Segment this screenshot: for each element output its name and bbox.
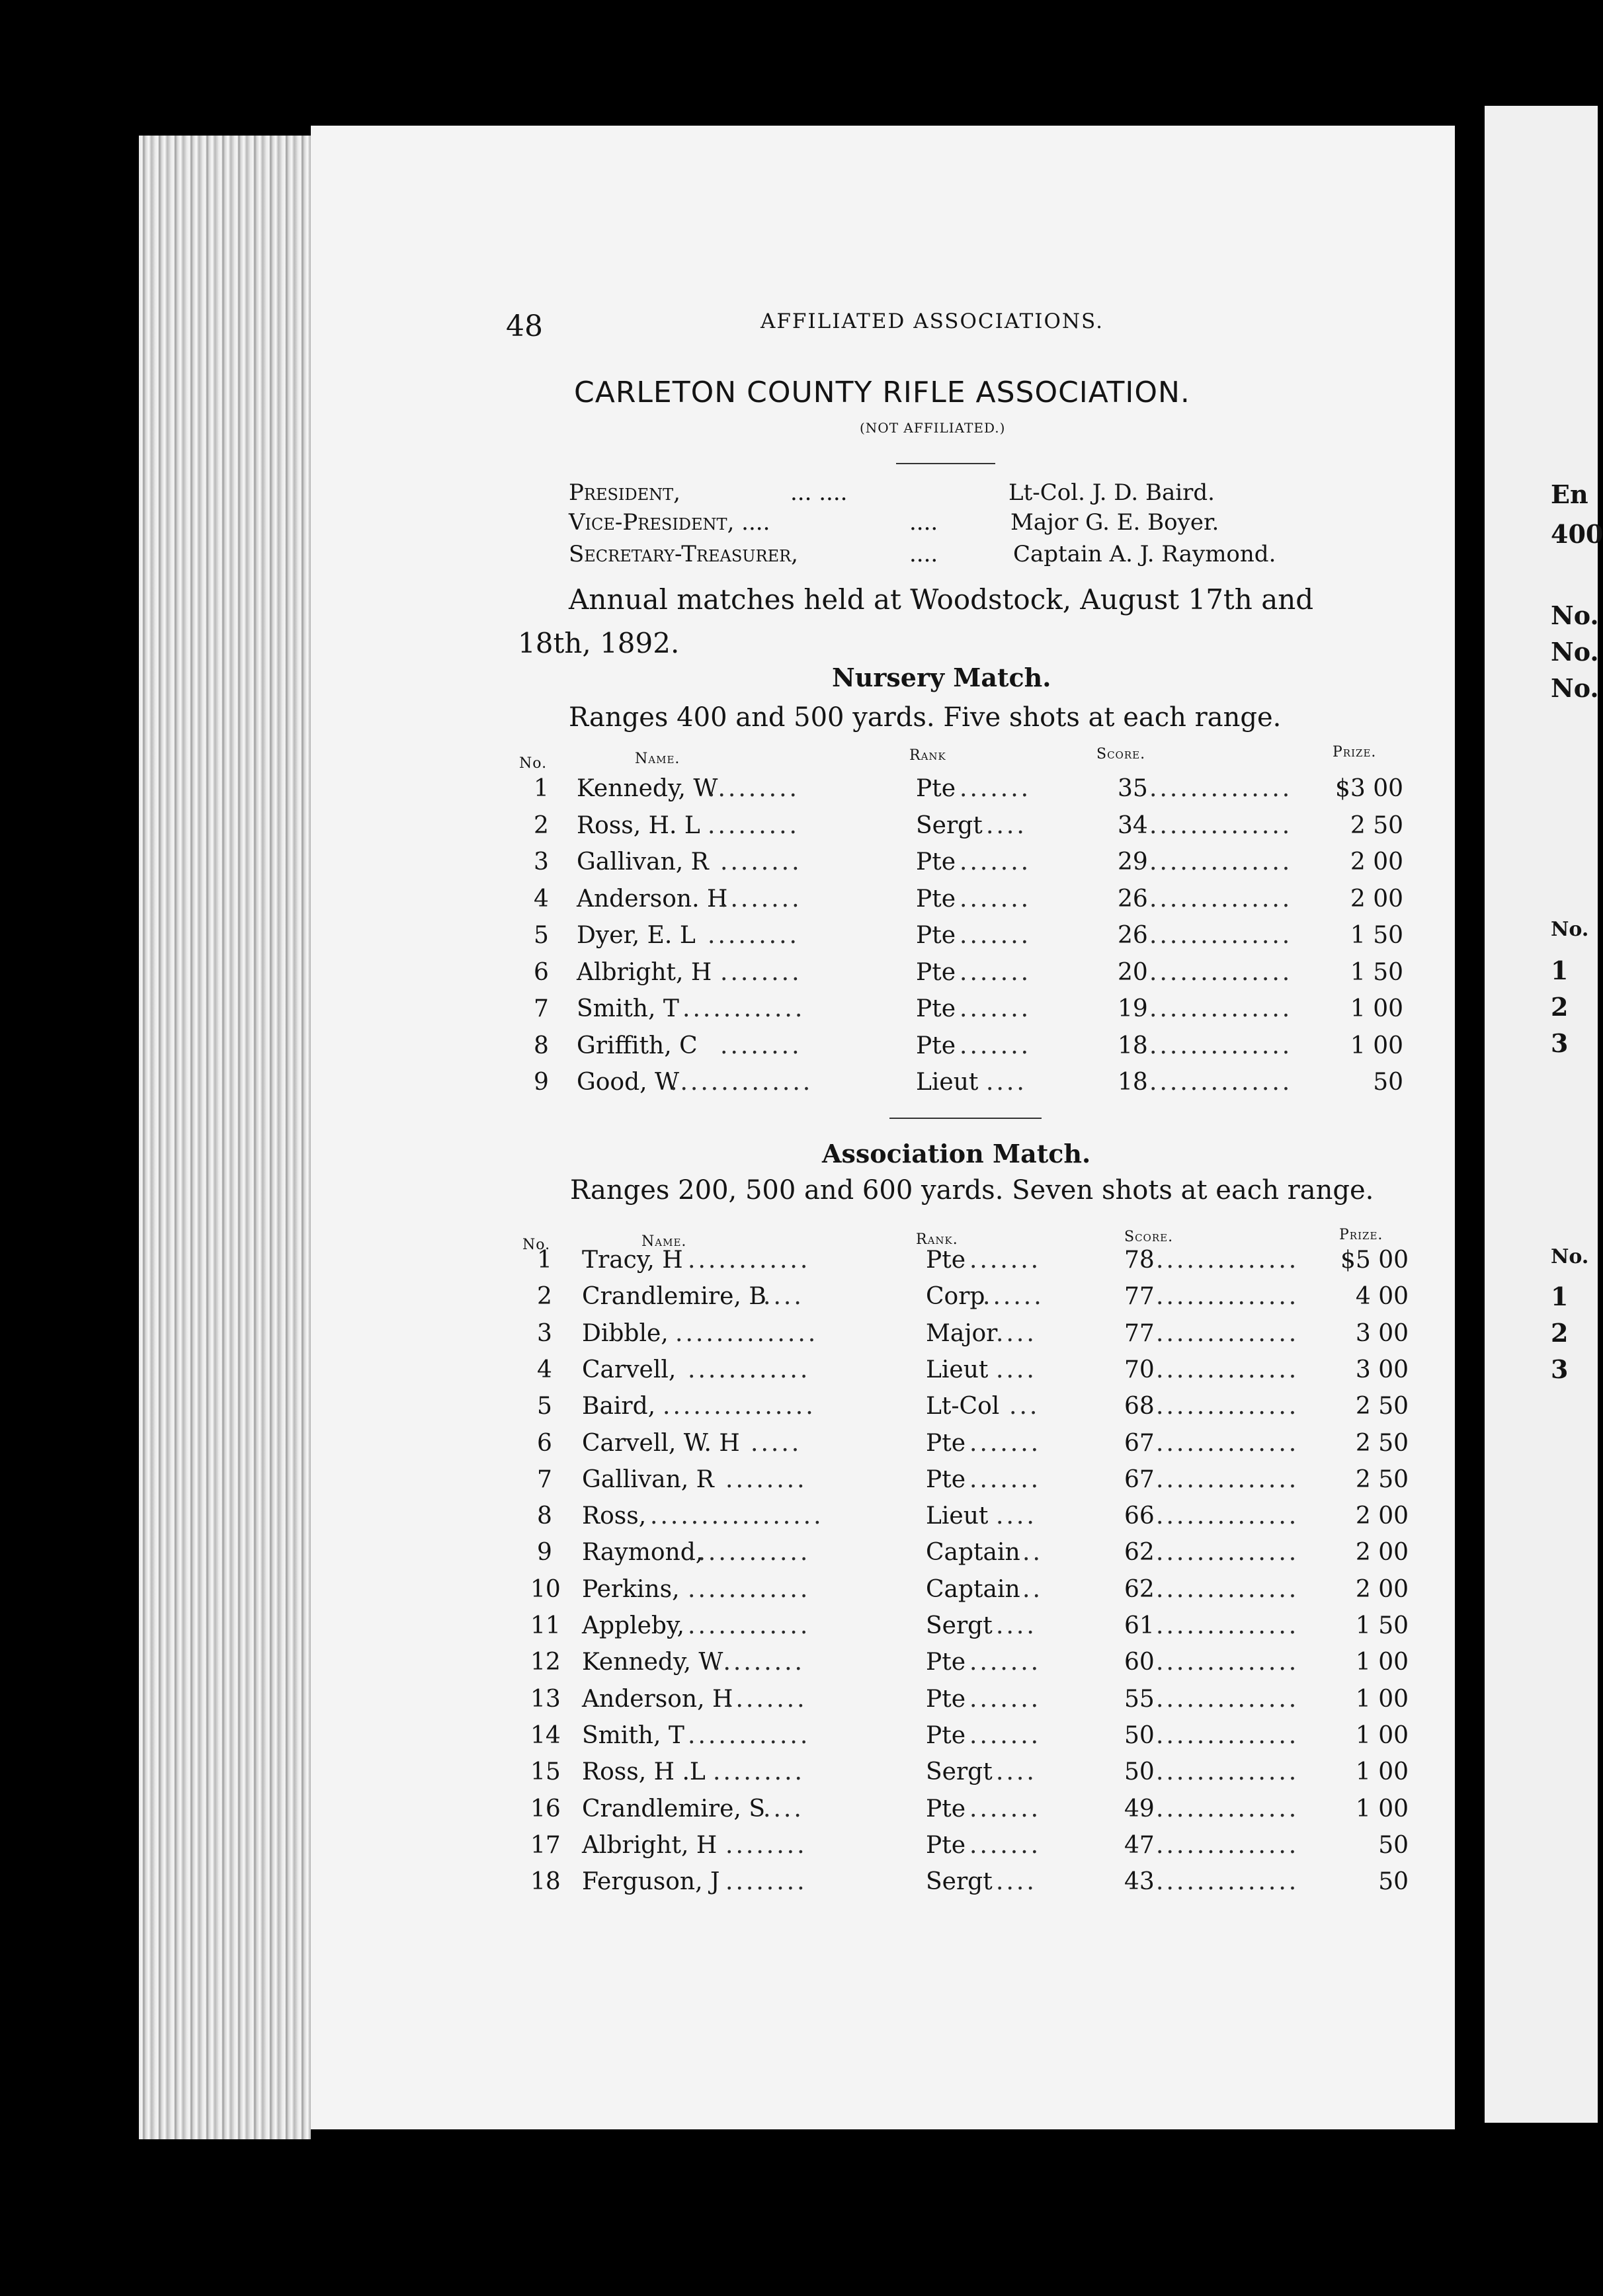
table-row — [0, 959, 1598, 995]
row-score: 67 — [1124, 1465, 1155, 1493]
row-prize: 1 00 — [1355, 1649, 1409, 1676]
dot-leader: .............. — [1149, 995, 1293, 1022]
row-number: 6 — [537, 1429, 552, 1457]
row-number: 16 — [530, 1795, 561, 1823]
row-number: 13 — [530, 1685, 561, 1713]
table-row — [0, 1356, 1598, 1393]
table-row — [0, 1868, 1598, 1905]
row-prize: 1 50 — [1350, 958, 1403, 986]
row-rank: Lieut — [916, 1069, 979, 1096]
dot-leader: ............... — [663, 1393, 816, 1420]
row-prize: 1 50 — [1350, 922, 1403, 949]
dot-leader: ................. — [650, 1502, 824, 1530]
row-number: 9 — [534, 1069, 549, 1096]
dot-leader: .. — [1022, 1539, 1043, 1567]
row-number: 2 — [537, 1283, 552, 1311]
table-row — [0, 1576, 1598, 1612]
row-prize: 3 00 — [1355, 1319, 1409, 1347]
row-prize: 2 00 — [1355, 1539, 1409, 1567]
nursery-header-score: Score. — [1096, 746, 1146, 762]
row-name: Crandlemire, B — [582, 1283, 766, 1311]
table-row — [0, 1320, 1598, 1356]
row-prize: 2 00 — [1355, 1502, 1409, 1530]
dot-leader: .............. — [1156, 1539, 1299, 1567]
dot-leader: ............ — [688, 1356, 811, 1383]
row-rank: Pte — [916, 848, 956, 876]
row-score: 35 — [1118, 775, 1148, 802]
dot-leader: ....... — [960, 995, 1032, 1022]
nursery-header-name: Name. — [635, 751, 680, 767]
dot-leader: ....... — [960, 958, 1032, 986]
row-name: Raymond, — [582, 1539, 704, 1567]
table-row — [0, 922, 1598, 958]
adjacent-fragment: 1 — [1551, 1282, 1569, 1311]
row-name: Appleby, — [582, 1612, 684, 1639]
row-score: 49 — [1124, 1795, 1155, 1823]
row-name: Carvell, — [582, 1356, 677, 1383]
row-rank: Sergt — [916, 811, 983, 839]
dot-leader: ....... — [960, 922, 1032, 949]
row-name: Albright, H — [582, 1831, 718, 1859]
dot-leader: ........ — [720, 1032, 802, 1059]
row-number: 3 — [537, 1319, 552, 1347]
table-row — [0, 1612, 1598, 1649]
officer-role: President, — [569, 479, 680, 506]
dot-leader: .............. — [1156, 1685, 1299, 1713]
row-prize: 50 — [1378, 1868, 1409, 1896]
dot-leader: ........ — [725, 1868, 807, 1896]
row-name: Good, W — [577, 1069, 680, 1096]
row-rank: Pte — [916, 995, 956, 1022]
dot-leader: ......... — [708, 922, 800, 949]
officer-dots: .... — [909, 509, 938, 536]
table-row — [0, 1393, 1598, 1429]
dot-leader: .... — [763, 1795, 804, 1823]
nursery-match-title: Nursery Match. — [832, 663, 1051, 692]
officer-dots: .... — [909, 541, 938, 567]
row-name: Dyer, E. L — [577, 922, 696, 949]
dot-leader: .............. — [1156, 1758, 1299, 1786]
row-score: 60 — [1124, 1649, 1155, 1676]
row-prize: 3 00 — [1355, 1356, 1409, 1383]
row-name: Smith, T — [577, 995, 679, 1022]
running-header: AFFILIATED ASSOCIATIONS. — [760, 309, 1104, 333]
adjacent-fragment: 400 — [1551, 519, 1603, 549]
row-prize: 1 00 — [1355, 1685, 1409, 1713]
row-name: Gallivan, R — [582, 1465, 714, 1493]
row-number: 4 — [534, 885, 549, 913]
nursery-header-rank: Rank — [909, 747, 946, 764]
table-row — [0, 1795, 1598, 1832]
row-prize: 4 00 — [1355, 1283, 1409, 1311]
dot-leader: .............. — [1156, 1868, 1299, 1896]
row-number: 1 — [534, 775, 549, 802]
row-prize: 2 50 — [1355, 1465, 1409, 1493]
row-prize: 2 00 — [1350, 848, 1403, 876]
row-prize: 1 00 — [1350, 995, 1403, 1022]
dot-leader: .............. — [1149, 885, 1293, 913]
dot-leader: ........ — [720, 885, 802, 913]
dot-leader: .... — [996, 1319, 1037, 1347]
dot-leader: .............. — [1156, 1612, 1299, 1639]
row-rank: Pte — [926, 1721, 966, 1749]
row-rank: Major — [926, 1319, 998, 1347]
adjacent-fragment: En — [1551, 479, 1588, 509]
row-name: Ross, — [582, 1502, 647, 1530]
nursery-header-prize: Prize. — [1333, 744, 1377, 760]
row-score: 68 — [1124, 1393, 1155, 1420]
row-score: 67 — [1124, 1429, 1155, 1457]
title-rule — [896, 463, 995, 464]
row-prize: 1 50 — [1355, 1612, 1409, 1639]
row-score: 55 — [1124, 1685, 1155, 1713]
row-number: 10 — [530, 1575, 561, 1603]
row-rank: Lieut — [926, 1356, 989, 1383]
dot-leader: ........ — [725, 1831, 807, 1859]
table-row — [0, 1539, 1598, 1575]
row-number: 11 — [530, 1612, 561, 1639]
row-rank: Sergt — [926, 1758, 993, 1786]
association-title: CARLETON COUNTY RIFLE ASSOCIATION. — [574, 376, 1190, 409]
association-subtitle: (NOT AFFILIATED.) — [860, 420, 1006, 436]
officer-holder: Major G. E. Boyer. — [1010, 509, 1219, 536]
row-rank: Corp — [926, 1283, 985, 1311]
row-name: Carvell, W. H — [582, 1429, 740, 1457]
row-score: 47 — [1124, 1831, 1155, 1859]
row-rank: Pte — [926, 1465, 966, 1493]
table-row — [0, 1430, 1598, 1466]
dot-leader: .............. — [1149, 1069, 1293, 1096]
nursery-ranges: Ranges 400 and 500 yards. Five shots at each range. — [569, 702, 1282, 733]
dot-leader: .... — [996, 1612, 1037, 1639]
dot-leader: .............. — [1156, 1502, 1299, 1530]
row-rank: Lt-Col — [926, 1393, 1000, 1420]
dot-leader: ....... — [969, 1465, 1042, 1493]
table-row — [0, 1832, 1598, 1868]
adjacent-fragment: No. — [1551, 918, 1589, 941]
row-prize: 50 — [1373, 1069, 1403, 1096]
dot-leader: ............ — [688, 1721, 811, 1749]
row-rank: Pte — [926, 1831, 966, 1859]
table-row — [0, 1502, 1598, 1539]
row-prize: 2 50 — [1350, 811, 1403, 839]
row-score: 18 — [1118, 1032, 1148, 1059]
row-score: 34 — [1118, 811, 1148, 839]
adjacent-fragment: No. — [1551, 600, 1599, 630]
adjacent-fragment: 2 — [1551, 1318, 1569, 1348]
dot-leader: .............. — [1149, 1032, 1293, 1059]
dot-leader: ............ — [688, 1575, 811, 1603]
row-score: 19 — [1118, 995, 1148, 1022]
dot-leader: .............. — [675, 1319, 819, 1347]
row-number: 18 — [530, 1868, 561, 1896]
section-rule — [889, 1118, 1042, 1119]
row-prize: 50 — [1378, 1831, 1409, 1859]
row-number: 8 — [537, 1502, 552, 1530]
row-name: Anderson. H — [577, 885, 728, 913]
row-score: 61 — [1124, 1612, 1155, 1639]
dot-leader: .............. — [1156, 1721, 1299, 1749]
dot-leader: .. — [1022, 1575, 1043, 1603]
row-prize: 2 50 — [1355, 1393, 1409, 1420]
dot-leader: .............. — [1149, 811, 1293, 839]
dot-leader: ......... — [708, 811, 800, 839]
dot-leader: ...... — [983, 1283, 1044, 1311]
row-prize: 2 50 — [1355, 1429, 1409, 1457]
dot-leader: .............. — [1149, 775, 1293, 802]
row-name: Ross, H .L — [582, 1758, 706, 1786]
table-row — [0, 1466, 1598, 1502]
dot-leader: ....... — [969, 1795, 1042, 1823]
adjacent-fragment: 3 — [1551, 1354, 1569, 1384]
officer-role: Secretary-Treasurer, — [569, 541, 798, 567]
adjacent-fragment: No. — [1551, 637, 1599, 667]
dot-leader: ....... — [969, 1649, 1042, 1676]
row-number: 12 — [530, 1649, 561, 1676]
dot-leader: ....... — [969, 1831, 1042, 1859]
table-row — [0, 1649, 1598, 1685]
row-prize: 1 00 — [1355, 1795, 1409, 1823]
dot-leader: ............ — [688, 1539, 811, 1567]
dot-leader: .... — [763, 1283, 804, 1311]
row-rank: Pte — [916, 958, 956, 986]
row-prize: 1 00 — [1355, 1721, 1409, 1749]
row-rank: Pte — [926, 1649, 966, 1676]
dot-leader: .............. — [1156, 1575, 1299, 1603]
dot-leader: .... — [996, 1502, 1037, 1530]
dot-leader: .............. — [1149, 848, 1293, 876]
row-number: 6 — [534, 958, 549, 986]
dot-leader: ........ — [720, 958, 802, 986]
intro-line-1: Annual matches held at Woodstock, August 17th and — [569, 583, 1314, 616]
adjacent-fragment: 2 — [1551, 992, 1569, 1022]
dot-leader: ......... — [713, 1758, 805, 1786]
officer-role: Vice-President, .... — [569, 509, 770, 536]
row-name: Griffith, C — [577, 1032, 698, 1059]
dot-leader: ......... — [708, 775, 800, 802]
dot-leader: .............. — [670, 1069, 813, 1096]
row-rank: Pte — [926, 1685, 966, 1713]
row-rank: Captain — [926, 1575, 1020, 1603]
adjacent-fragment: 3 — [1551, 1028, 1569, 1058]
row-score: 20 — [1118, 958, 1148, 986]
row-rank: Sergt — [926, 1612, 993, 1639]
row-name: Tracy, H — [582, 1247, 683, 1274]
adjacent-fragment: 1 — [1551, 956, 1569, 985]
dot-leader: .............. — [1156, 1831, 1299, 1859]
row-score: 26 — [1118, 922, 1148, 949]
row-number: 17 — [530, 1831, 561, 1859]
dot-leader: .... — [986, 1069, 1027, 1096]
row-number: 15 — [530, 1758, 561, 1786]
row-score: 62 — [1124, 1575, 1155, 1603]
dot-leader: ....... — [969, 1429, 1042, 1457]
row-score: 26 — [1118, 885, 1148, 913]
row-rank: Pte — [916, 1032, 956, 1059]
nursery-header-no: No. — [519, 755, 548, 772]
row-name: Kennedy, W — [582, 1649, 723, 1676]
row-number: 3 — [534, 848, 549, 876]
row-name: Smith, T — [582, 1721, 684, 1749]
row-score: 50 — [1124, 1721, 1155, 1749]
row-score: 70 — [1124, 1356, 1155, 1383]
dot-leader: .............. — [1156, 1393, 1299, 1420]
dot-leader: .............. — [1156, 1319, 1299, 1347]
table-row — [0, 1686, 1598, 1722]
association-header-rank: Rank. — [916, 1231, 958, 1248]
row-number: 5 — [534, 922, 549, 949]
table-row — [0, 1283, 1598, 1319]
table-row — [0, 1032, 1598, 1069]
dot-leader: ............ — [688, 1247, 811, 1274]
table-row — [0, 1758, 1598, 1795]
dot-leader: ............ — [682, 995, 805, 1022]
adjacent-fragment: No. — [1551, 673, 1599, 703]
dot-leader: .... — [996, 1356, 1037, 1383]
row-prize: $3 00 — [1335, 775, 1403, 802]
association-match-title: Association Match. — [822, 1139, 1091, 1168]
dot-leader: ....... — [960, 1032, 1032, 1059]
table-row — [0, 1069, 1598, 1105]
row-name: Perkins, — [582, 1575, 680, 1603]
row-name: Kennedy, W — [577, 775, 718, 802]
association-header-score: Score. — [1124, 1229, 1174, 1245]
dot-leader: ....... — [969, 1721, 1042, 1749]
row-rank: Pte — [916, 922, 956, 949]
row-name: Baird, — [582, 1393, 656, 1420]
table-row — [0, 995, 1598, 1032]
dot-leader: .............. — [1156, 1649, 1299, 1676]
row-score: 66 — [1124, 1502, 1155, 1530]
row-prize: 2 00 — [1355, 1575, 1409, 1603]
dot-leader: ............ — [688, 1612, 811, 1639]
dot-leader: ....... — [960, 775, 1032, 802]
table-row — [0, 812, 1598, 848]
table-row — [0, 848, 1598, 885]
officer-holder: Lt-Col. J. D. Baird. — [1008, 479, 1215, 506]
row-name: Dibble, — [582, 1319, 669, 1347]
dot-leader: .............. — [1156, 1247, 1299, 1274]
row-number: 7 — [534, 995, 549, 1022]
row-rank: Pte — [916, 885, 956, 913]
row-number: 5 — [537, 1393, 552, 1420]
row-name: Albright, H — [577, 958, 712, 986]
association-header-prize: Prize. — [1339, 1227, 1383, 1243]
row-rank: Pte — [926, 1795, 966, 1823]
row-number: 4 — [537, 1356, 552, 1383]
row-name: Anderson, H — [582, 1685, 733, 1713]
table-row — [0, 775, 1598, 811]
row-score: 18 — [1118, 1069, 1148, 1096]
row-score: 78 — [1124, 1247, 1155, 1274]
table-row — [0, 1247, 1598, 1283]
dot-leader: ........ — [720, 848, 802, 876]
dot-leader: .............. — [1156, 1465, 1299, 1493]
dot-leader: ..... — [751, 1429, 802, 1457]
dot-leader: .............. — [1149, 958, 1293, 986]
dot-leader: ......... — [713, 1649, 805, 1676]
dot-leader: ....... — [969, 1247, 1042, 1274]
page-number: 48 — [506, 309, 543, 343]
dot-leader: .... — [996, 1758, 1037, 1786]
row-number: 2 — [534, 811, 549, 839]
row-score: 50 — [1124, 1758, 1155, 1786]
row-prize: 1 00 — [1355, 1758, 1409, 1786]
row-score: 62 — [1124, 1539, 1155, 1567]
dot-leader: ....... — [969, 1685, 1042, 1713]
row-score: 29 — [1118, 848, 1148, 876]
row-name: Ross, H. L — [577, 811, 700, 839]
row-name: Ferguson, J — [582, 1868, 720, 1896]
row-name: Crandlemire, S — [582, 1795, 765, 1823]
row-prize: $5 00 — [1340, 1247, 1409, 1274]
row-rank: Sergt — [926, 1868, 993, 1896]
adjacent-fragment: No. — [1551, 1245, 1589, 1268]
dot-leader: .............. — [1156, 1283, 1299, 1311]
row-prize: 2 00 — [1350, 885, 1403, 913]
dot-leader: .............. — [1156, 1429, 1299, 1457]
officer-holder: Captain A. J. Raymond. — [1013, 541, 1276, 567]
dot-leader: .............. — [1149, 922, 1293, 949]
association-header-name: Name. — [641, 1233, 687, 1250]
row-number: 9 — [537, 1539, 552, 1567]
row-number: 14 — [530, 1721, 561, 1749]
row-rank: Pte — [926, 1429, 966, 1457]
row-rank: Pte — [916, 775, 956, 802]
table-row — [0, 1722, 1598, 1758]
association-header-no: No. — [522, 1237, 551, 1253]
row-score: 77 — [1124, 1283, 1155, 1311]
row-score: 43 — [1124, 1868, 1155, 1896]
row-number: 7 — [537, 1465, 552, 1493]
row-rank: Lieut — [926, 1502, 989, 1530]
dot-leader: ........ — [725, 1685, 807, 1713]
dot-leader: ....... — [960, 848, 1032, 876]
dot-leader: .............. — [1156, 1795, 1299, 1823]
dot-leader: ........ — [725, 1465, 807, 1493]
row-rank: Pte — [926, 1247, 966, 1274]
dot-leader: .............. — [1156, 1356, 1299, 1383]
table-row — [0, 885, 1598, 922]
row-rank: Captain — [926, 1539, 1020, 1567]
dot-leader: ....... — [960, 885, 1032, 913]
row-name: Gallivan, R — [577, 848, 709, 876]
dot-leader: .... — [996, 1868, 1037, 1896]
dot-leader: ... — [1009, 1393, 1040, 1420]
intro-line-2: 18th, 1892. — [518, 627, 680, 659]
officer-dots: ... .... — [790, 479, 848, 506]
row-number: 8 — [534, 1032, 549, 1059]
row-number: 1 — [537, 1247, 552, 1274]
dot-leader: .... — [986, 811, 1027, 839]
row-score: 77 — [1124, 1319, 1155, 1347]
association-ranges: Ranges 200, 500 and 600 yards. Seven shots at each range. — [570, 1175, 1374, 1206]
row-prize: 1 00 — [1350, 1032, 1403, 1059]
